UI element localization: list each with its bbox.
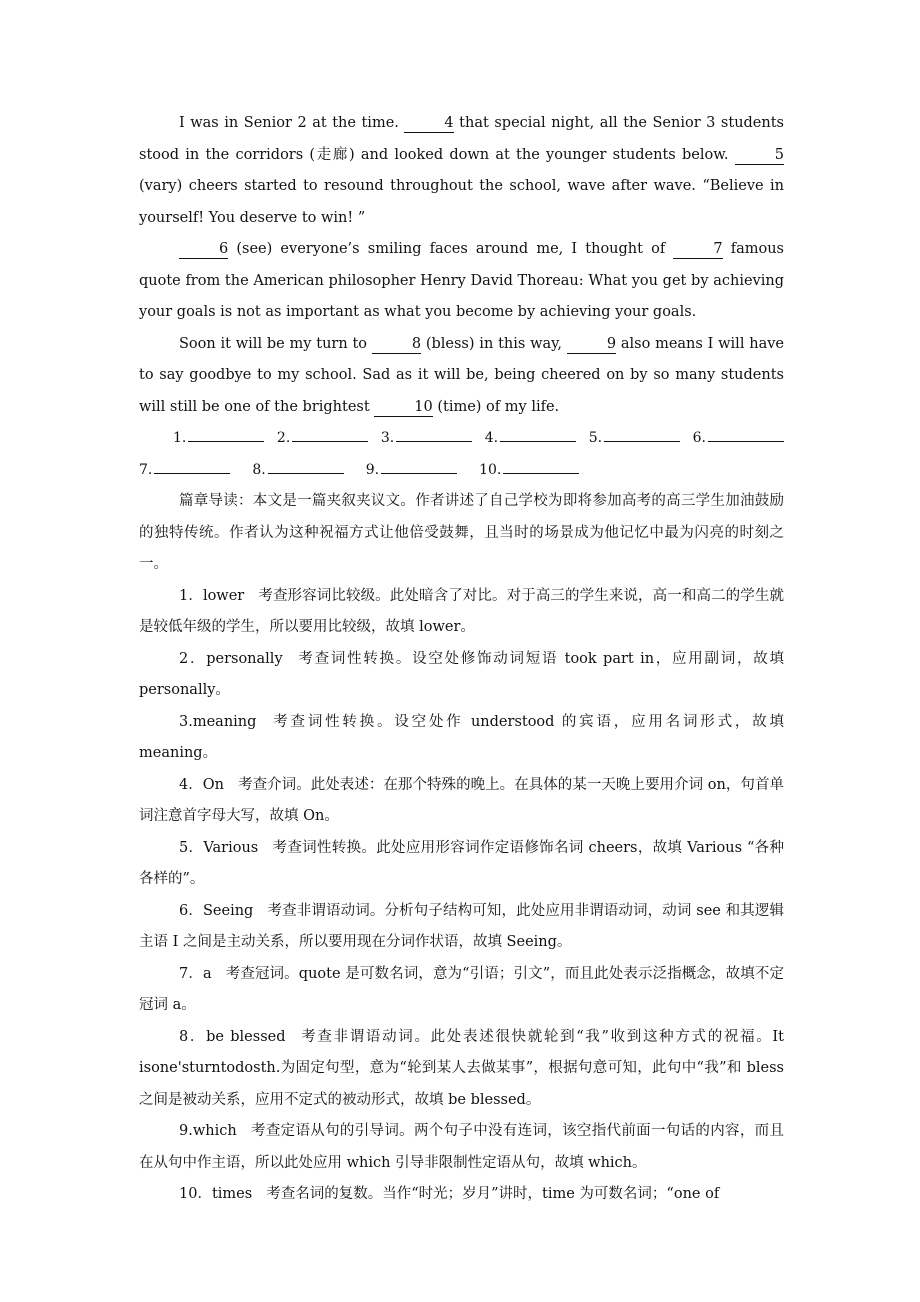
explanation-8: 8．be blessed 考查非谓语动词。此处表述很快就轮到“我”收到这种方式的祝福。It isone'sturntodosth.为固定句型，意为“轮到某人去做某事”，根据句意可知，此句中“我”和 bless 之间是被动关系，应用不定式的被动形式，故填 be blessed。 [139,1028,784,1108]
explanation-7: 7．a 考查冠词。quote 是可数名词，意为“引语；引文”，而且此处表示泛指概念，故填不定冠词 a。 [139,965,784,1013]
answer-blank-10: 10. [479,455,579,487]
blank-9: 9 [567,335,616,354]
answer-blank-4: 4. [485,423,576,455]
explanation-4: 4．On 考查介词。此处表述：在那个特殊的晚上。在具体的某一天晚上要用介词 on，句首单词注意首字母大写，故填 On。 [139,776,784,824]
p3-text-3: also means I will have to say goodbye to my school. Sad as it will be, being cheered on by so many students will still be one of the brightest [139,335,784,415]
answer-blank-9: 9. [366,455,457,487]
p1-text-1: I was in Senior 2 at the time. [179,115,405,131]
answer-blank-1: 1. [173,423,264,455]
answer-blank-6: 6. [693,423,784,455]
answer-blank-8: 8. [252,455,343,487]
answer-blanks-row-1 [139,423,784,455]
blank-4: 4 [404,114,453,133]
explanation-9: 9.which 考查定语从句的引导词。两个句子中没有连词，该空指代前面一句话的内容，而且在从句中作主语，所以此处应用 which 引导非限制性定语从句，故填 which。 [139,1123,784,1171]
blank-8: 8 [372,335,421,354]
answer-blank-2: 2. [277,423,368,455]
explanation-10: 10．times 考查名词的复数。当作“时光；岁月”讲时，time 为可数名词；“one of [179,1186,720,1202]
answer-blank-7: 7. [139,455,230,487]
passage-paragraph-3 [139,329,784,424]
answer-blanks-row-2 [139,455,784,487]
passage-paragraph-1 [139,108,784,234]
blank-7: 7 [673,240,722,259]
answer-blank-3: 3. [381,423,472,455]
chapter-guide: 篇章导读：本文是一篇夹叙夹议文。作者讲述了自己学校为即将参加高考的高三学生加油鼓励的独特传统。作者认为这种祝福方式让他倍受鼓舞，且当时的场景成为他记忆中最为闪亮的时刻之一。 [139,493,784,572]
blank-6: 6 [179,240,228,259]
p1-text-3: (vary) cheers started to resound throughout the school, wave after wave. “Believe in yourself! You deserve to win! ” [139,178,784,226]
p1-text-2: that special night, all the Senior 3 students stood in the corridors (走廊) and looked down at the younger students below. [139,115,784,163]
document-page [139,108,784,1211]
answer-blank-5: 5. [589,423,680,455]
p2-text-2: famous quote from the American philosopher Henry David Thoreau: What you get by achieving your goals is not as important as what you become by achieving your goals. [139,241,784,320]
p2-text-1: (see) everyone’s smiling faces around me, I thought of [228,241,674,257]
explanation-3: 3.meaning 考查词性转换。设空处作 understood 的宾语，应用名词形式，故填 meaning。 [139,713,784,761]
explanations-list [139,581,784,1211]
p3-text-4: (time) of my life. [432,398,560,415]
p3-text-2: (bless) in this way, [421,335,567,352]
blank-10: 10 [374,398,432,417]
explanation-5: 5．Various 考查词性转换。此处应用形容词作定语修饰名词 cheers，故填 Various “各种各样的”。 [139,839,784,887]
explanation-2: 2．personally 考查词性转换。设空处修饰动词短语 took part in，应用副词，故填 personally。 [139,650,784,698]
passage-paragraph-2 [139,234,784,329]
explanation-1: 1．lower 考查形容词比较级。此处暗含了对比。对于高三的学生来说，高一和高二的学生就是较低年级的学生，所以要用比较级，故填 lower。 [139,587,784,635]
explanation-6: 6．Seeing 考查非谓语动词。分析句子结构可知，此处应用非谓语动词，动词 see 和其逻辑主语 I 之间是主动关系，所以要用现在分词作状语，故填 Seeing。 [139,902,784,950]
blank-5: 5 [735,146,784,165]
p3-text-1: Soon it will be my turn to [179,335,372,352]
